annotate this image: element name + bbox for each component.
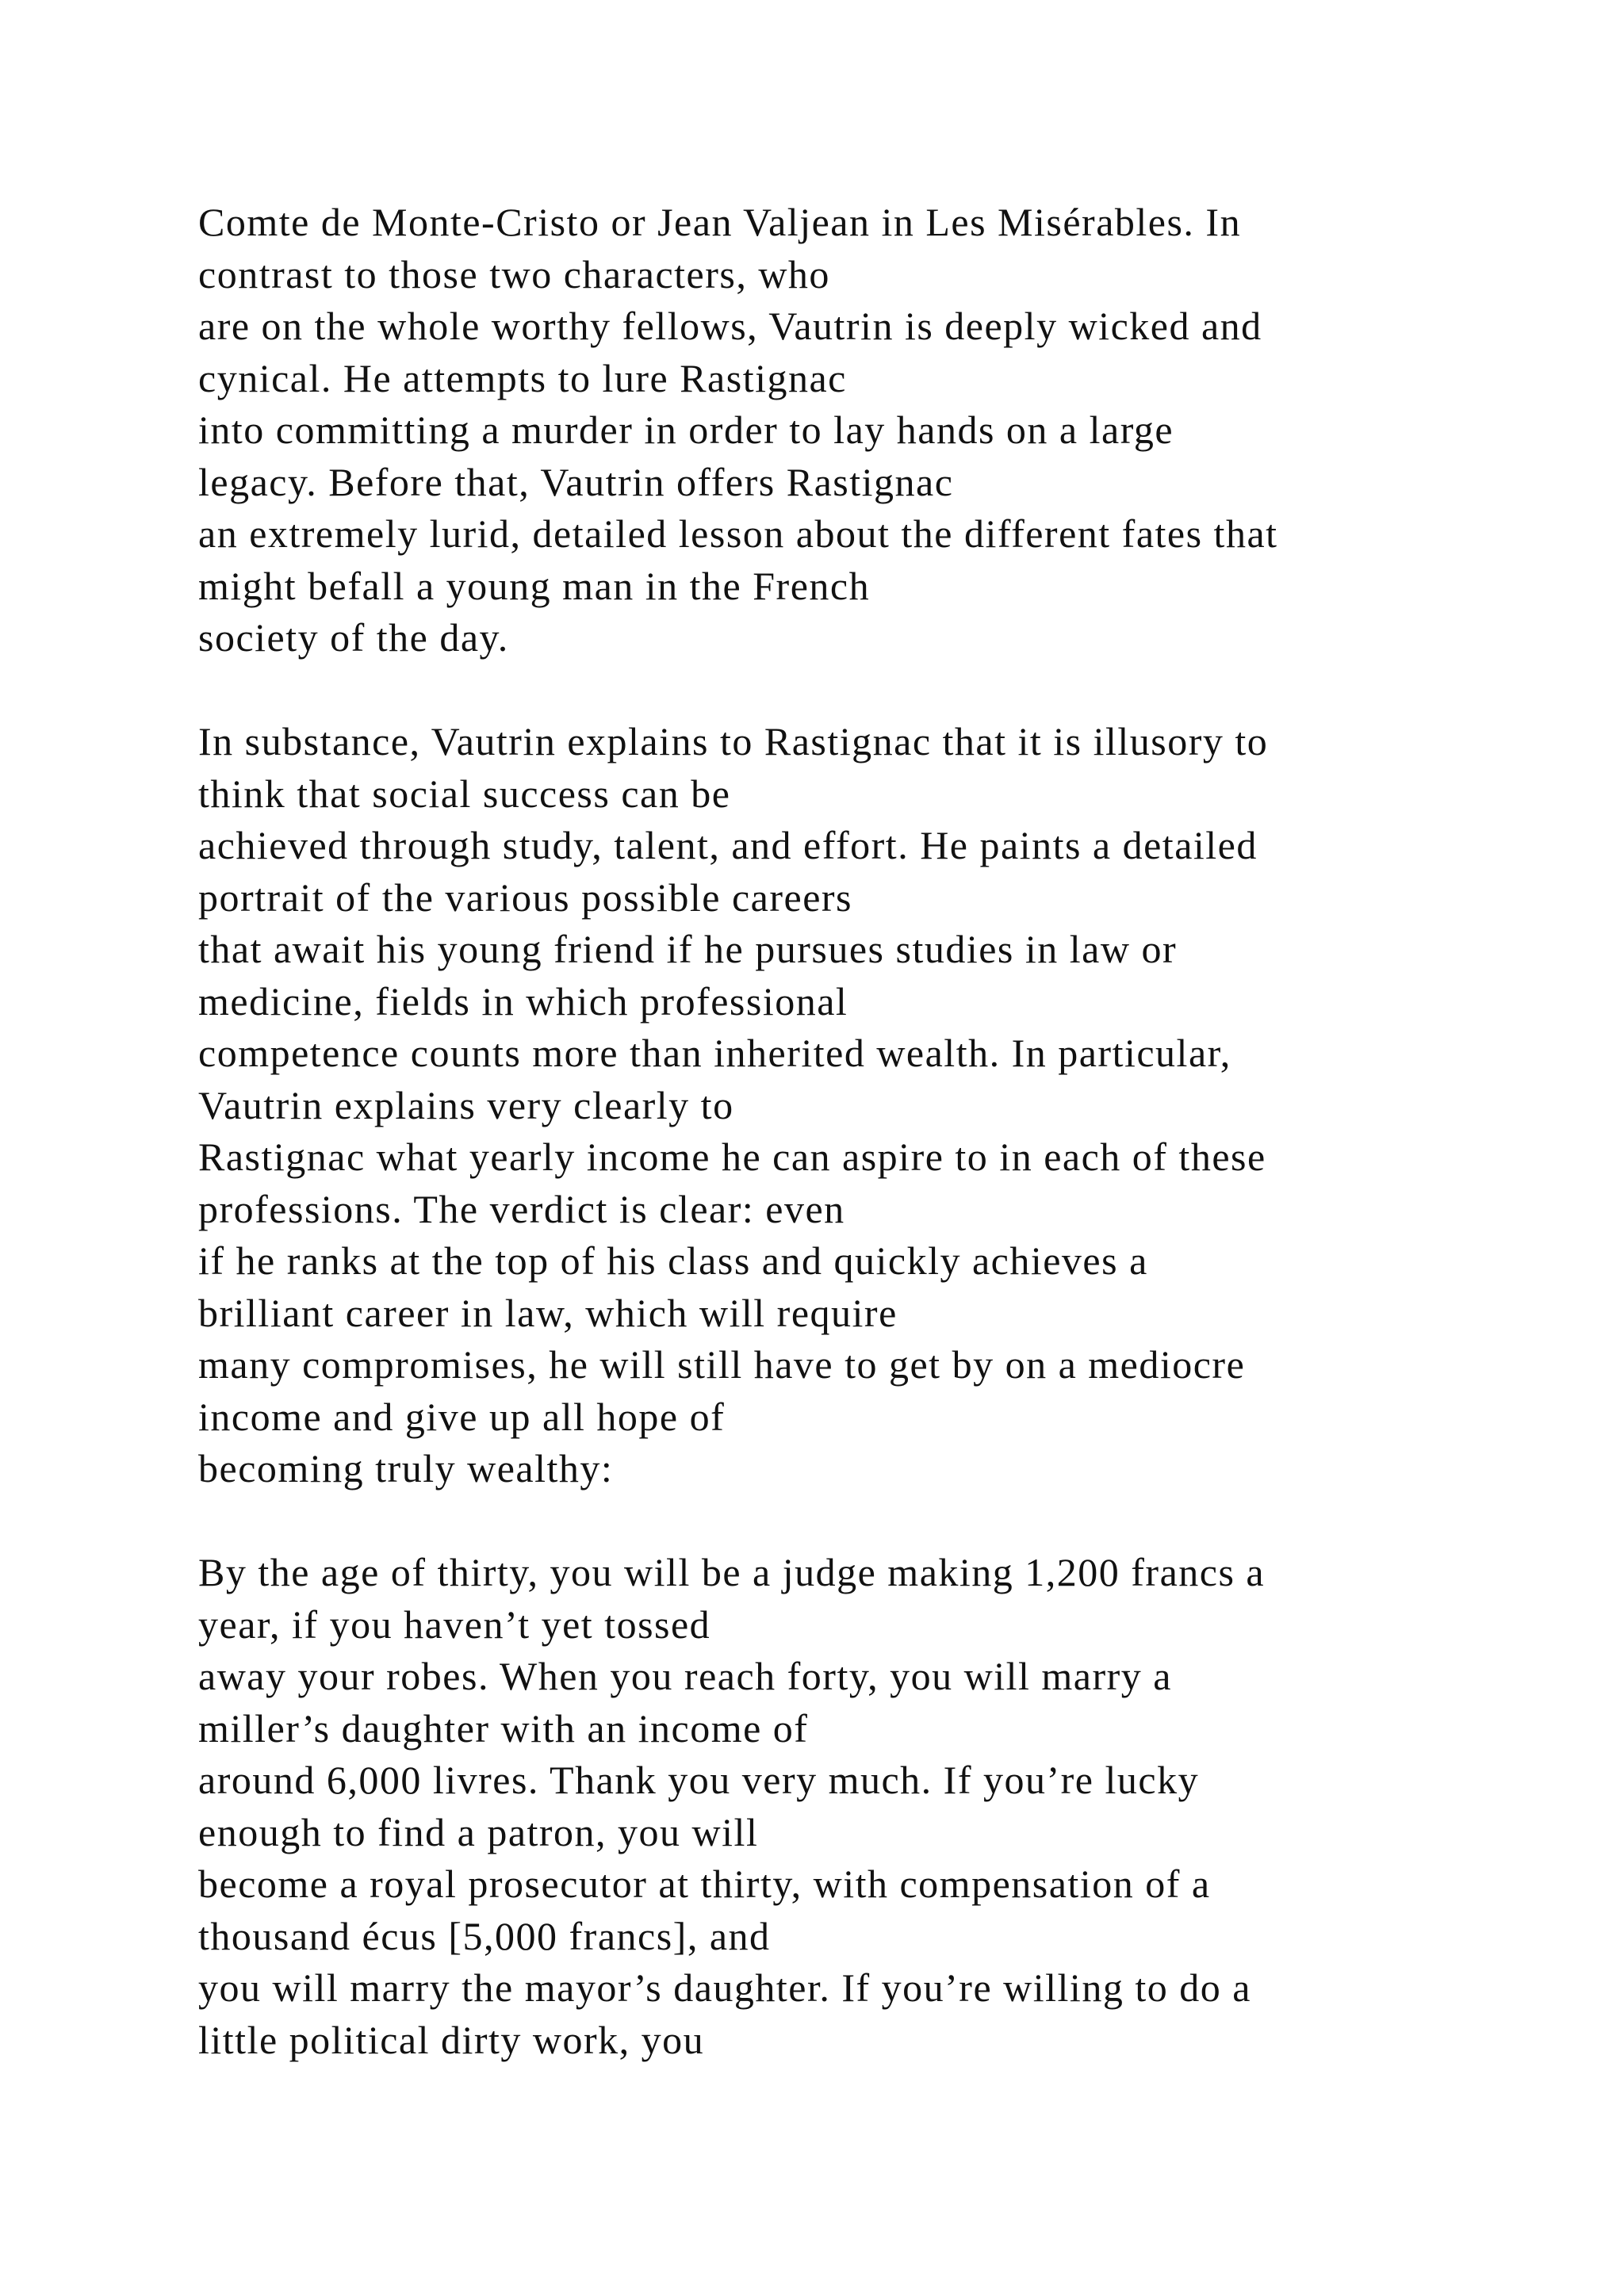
text-line: portrait of the various possible careers bbox=[198, 874, 853, 920]
text-line: Vautrin explains very clearly to bbox=[198, 1082, 734, 1127]
text-line: competence counts more than inherited wealth. In particular, bbox=[198, 1031, 1231, 1075]
text-line: an extremely lurid, detailed lesson about the different fates that bbox=[198, 511, 1278, 556]
text-line: think that social success can be bbox=[198, 771, 731, 816]
text-line: professions. The verdict is clear: even bbox=[198, 1186, 845, 1231]
text-line: miller’s daughter with an income of bbox=[198, 1705, 809, 1751]
text-line: Comte de Monte-Cristo or Jean Valjean in Les Misérables. In bbox=[198, 200, 1242, 244]
text-line: enough to find a patron, you will bbox=[198, 1809, 759, 1854]
text-line: around 6,000 livres. Thank you very much. If you’re lucky bbox=[198, 1758, 1200, 1802]
text-line: become a royal prosecutor at thirty, with compensation of a bbox=[198, 1862, 1211, 1906]
text-line: away your robes. When you reach forty, you will marry a bbox=[198, 1654, 1172, 1698]
text-line: society of the day. bbox=[198, 615, 509, 660]
text-line: achieved through study, talent, and effort. He paints a detailed bbox=[198, 823, 1258, 867]
text-line: year, if you haven’t yet tossed bbox=[198, 1601, 711, 1647]
text-line: By the age of thirty, you will be a judge making 1,200 francs a bbox=[198, 1550, 1266, 1594]
text-line: little political dirty work, you bbox=[198, 2017, 705, 2062]
text-line: if he ranks at the top of his class and quickly achieves a bbox=[198, 1238, 1148, 1283]
text-line: thousand écus [5,000 francs], and bbox=[198, 1913, 771, 1958]
text-line: contrast to those two characters, who bbox=[198, 251, 830, 297]
text-line: medicine, fields in which professional bbox=[198, 978, 848, 1024]
text-line: that await his young friend if he pursues studies in law or bbox=[198, 927, 1178, 971]
text-line: cynical. He attempts to lure Rastignac bbox=[198, 355, 847, 400]
text-line: might befall a young man in the French bbox=[198, 563, 871, 608]
paragraph-spacer bbox=[198, 664, 1546, 717]
text-line: many compromises, he will still have to get by on a mediocre bbox=[198, 1342, 1246, 1387]
text-line: you will marry the mayor’s daughter. If you’re willing to do a bbox=[198, 1965, 1251, 2010]
paragraph bbox=[198, 197, 1546, 664]
paragraph-spacer bbox=[198, 1495, 1546, 1548]
text-line: legacy. Before that, Vautrin offers Rastignac bbox=[198, 459, 954, 504]
text-line: becoming truly wealthy: bbox=[198, 1446, 614, 1490]
paragraph bbox=[198, 716, 1546, 1495]
paragraph bbox=[198, 1547, 1546, 2066]
text-line: Rastignac what yearly income he can aspire to in each of these bbox=[198, 1135, 1266, 1179]
text-line: are on the whole worthy fellows, Vautrin is deeply wicked and bbox=[198, 304, 1262, 348]
body-text bbox=[198, 197, 1546, 2066]
text-line: into committing a murder in order to lay hands on a large bbox=[198, 408, 1174, 452]
text-line: income and give up all hope of bbox=[198, 1394, 726, 1439]
text-line: In substance, Vautrin explains to Rastignac that it is illusory to bbox=[198, 719, 1269, 763]
text-line: brilliant career in law, which will require bbox=[198, 1290, 898, 1335]
